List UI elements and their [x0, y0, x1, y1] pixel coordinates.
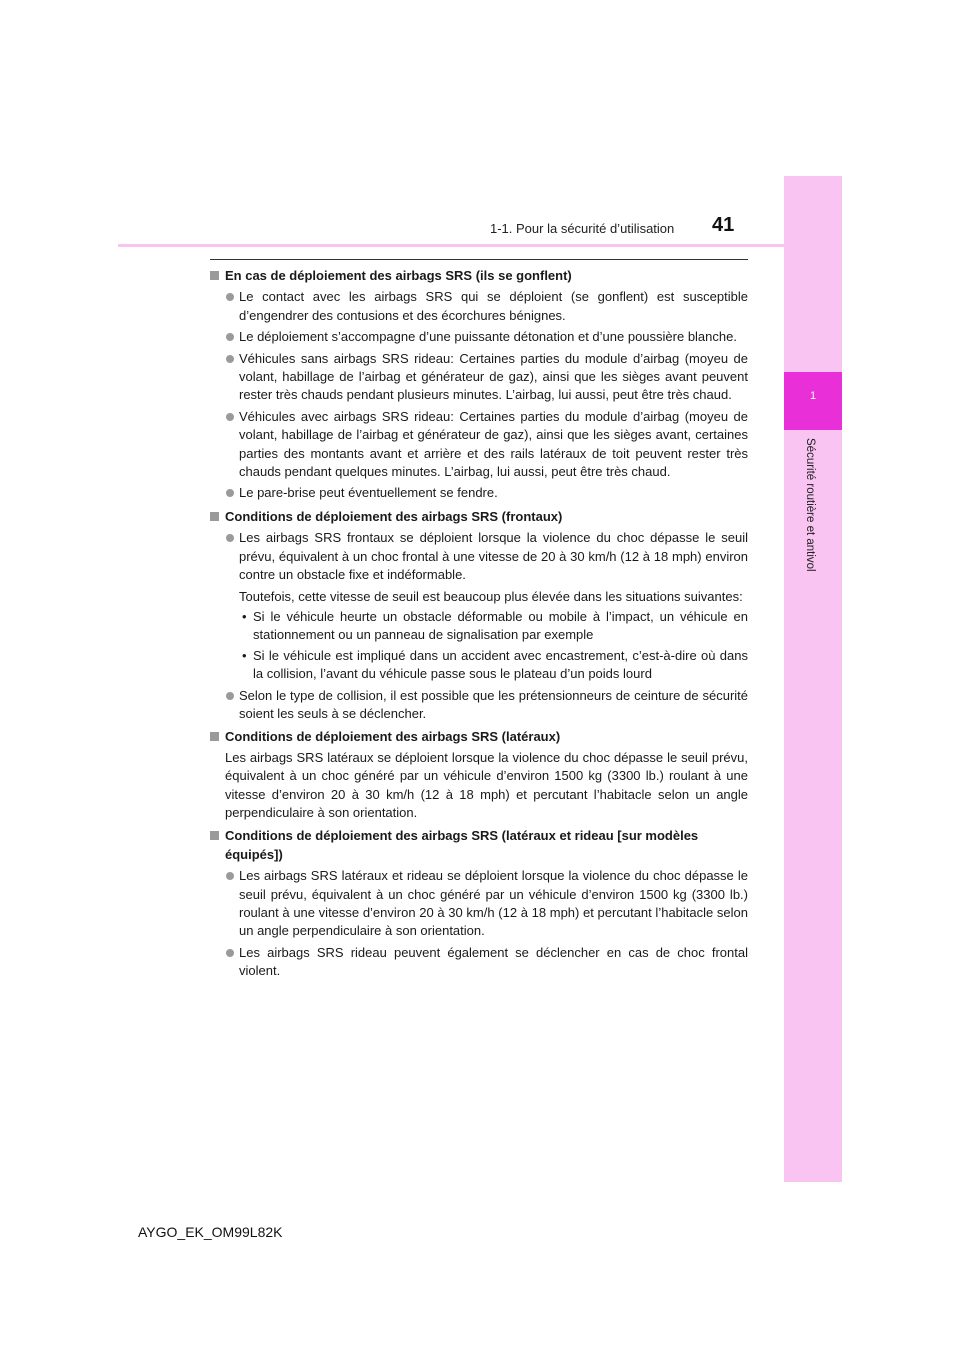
section-title: 1-1. Pour la sécurité d’utilisation: [490, 221, 675, 236]
list-item: [210, 288, 748, 325]
list-item-text: Le pare-brise peut éventuellement se fendre.: [239, 485, 498, 501]
paragraph: Les airbags SRS latéraux se déploient lorsque la violence du choc dépasse le seuil prévu, équivalent à un choc généré par un véhicule d’environ 1500 kg (3300 lb.) roulant à une vitesse d’environ 20 à 30 km/h (12 à 18 mph) et percutant l’habitacle selon un angle perpendiculaire à son orientation.: [225, 749, 748, 820]
section-deployment: [210, 267, 748, 503]
header-line: [118, 244, 842, 247]
section-heading: [210, 508, 748, 526]
square-bullet-icon: [210, 732, 219, 741]
round-bullet-icon: [226, 534, 234, 542]
round-bullet-icon: [226, 333, 234, 341]
page-content: [210, 267, 748, 986]
chapter-title: Sécurité routière et antivol: [804, 438, 816, 572]
round-bullet-icon: [226, 949, 234, 957]
list-item-text: Les airbags SRS frontaux se déploient lorsque la violence du choc dépasse le seuil prévu, équivalent à un choc frontal à une vitesse de 20 à 30 km/h (12 à 18 mph) environ contre un obstacle fixe et indéformable.: [239, 530, 748, 583]
round-bullet-icon: [226, 413, 234, 421]
list-item: [210, 687, 748, 724]
square-bullet-icon: [210, 271, 219, 280]
content-rule: [210, 259, 748, 260]
sub-list-item-text: Si le véhicule heurte un obstacle déformable ou mobile à l’impact, un véhicule en stationnement ou un panneau de signalisation par exemple: [253, 608, 748, 643]
section-heading-text: Conditions de déploiement des airbags SRS (latéraux et rideau [sur modèles équipés]): [225, 828, 699, 862]
list-item-text: Le déploiement s’accompagne d’une puissante détonation et d’une poussière blanche.: [239, 329, 737, 345]
section-heading: [210, 267, 748, 285]
round-bullet-icon: [226, 489, 234, 497]
section-heading: [210, 728, 748, 746]
list-item-text: Les airbags SRS rideau peuvent également se déclencher en cas de choc frontal violent.: [239, 944, 748, 979]
list-item-text: Véhicules sans airbags SRS rideau: Certaines parties du module d’airbag (moyeu de volant, habillage de l’airbag et générateur de gaz), ainsi que les sièges avant peuvent rester très chauds pendant plusieurs minutes. L’airbag, lui aussi, peut être très chaud.: [239, 350, 748, 403]
list-item: [210, 867, 748, 941]
list-item-text: Véhicules avec airbags SRS rideau: Certaines parties du module d’airbag (moyeu de volant, habillage de l’airbag et générateur de gaz), ainsi que les sièges avant, certaines parties des montants avant et arrière et des rails latéraux de toit peuvent rester très chauds pendant quelques minutes. L’airbag, lui aussi, peut être très chaud.: [239, 408, 748, 480]
sub-list-item: [210, 608, 748, 645]
square-bullet-icon: [210, 512, 219, 521]
round-bullet-icon: [226, 293, 234, 301]
round-bullet-icon: [226, 355, 234, 363]
list-item: [210, 484, 748, 502]
footer-code: AYGO_EK_OM99L82K: [138, 1224, 283, 1240]
list-item: [210, 944, 748, 981]
paragraph: Toutefois, cette vitesse de seuil est beaucoup plus élevée dans les situations suivantes:: [239, 588, 743, 604]
list-item: [210, 408, 748, 482]
list-item: [210, 328, 748, 346]
square-bullet-icon: [210, 831, 219, 840]
section-heading-text: Conditions de déploiement des airbags SRS (frontaux): [225, 508, 563, 524]
sub-list-item-text: Si le véhicule est impliqué dans un accident avec encastrement, c’est-à-dire où dans la collision, l’avant du véhicule passe sous le plateau d’un poids lourd: [253, 647, 748, 682]
chapter-side-tab: [784, 176, 842, 1182]
sub-list-item: [210, 647, 748, 684]
section-heading-text: En cas de déploiement des airbags SRS (ils se gonflent): [225, 268, 572, 283]
section-side-conditions: [210, 728, 748, 822]
section-side-curtain-conditions: [210, 827, 748, 980]
round-bullet-icon: [226, 872, 234, 880]
list-item: [210, 350, 748, 405]
section-frontal-conditions: [210, 508, 748, 723]
list-item-text: Le contact avec les airbags SRS qui se déploient (se gonflent) est susceptible d’engendrer des contusions et des écorchures bénignes.: [239, 289, 748, 323]
page-number: 41: [712, 214, 735, 236]
list-item-text: Selon le type de collision, il est possible que les prétensionneurs de ceinture de sécurité soient les seuls à se déclencher.: [239, 687, 748, 721]
list-item-text: Les airbags SRS latéraux et rideau se déploient lorsque la violence du choc dépasse le seuil prévu, équivalent à un choc généré par un véhicule d’environ 1500 kg (3300 lb.) roulant à une vitesse d’environ 20 à 30 km/h (12 à 18 mph) et percutant l’habitacle selon un angle perpendiculaire à son orientation.: [239, 868, 748, 939]
small-bullet-icon: •: [242, 608, 247, 624]
list-item: [210, 529, 748, 584]
section-heading: [210, 827, 748, 864]
chapter-number: 1: [809, 390, 817, 402]
section-heading-text: Conditions de déploiement des airbags SRS (latéraux): [225, 729, 561, 745]
small-bullet-icon: •: [242, 647, 247, 663]
round-bullet-icon: [226, 692, 234, 700]
